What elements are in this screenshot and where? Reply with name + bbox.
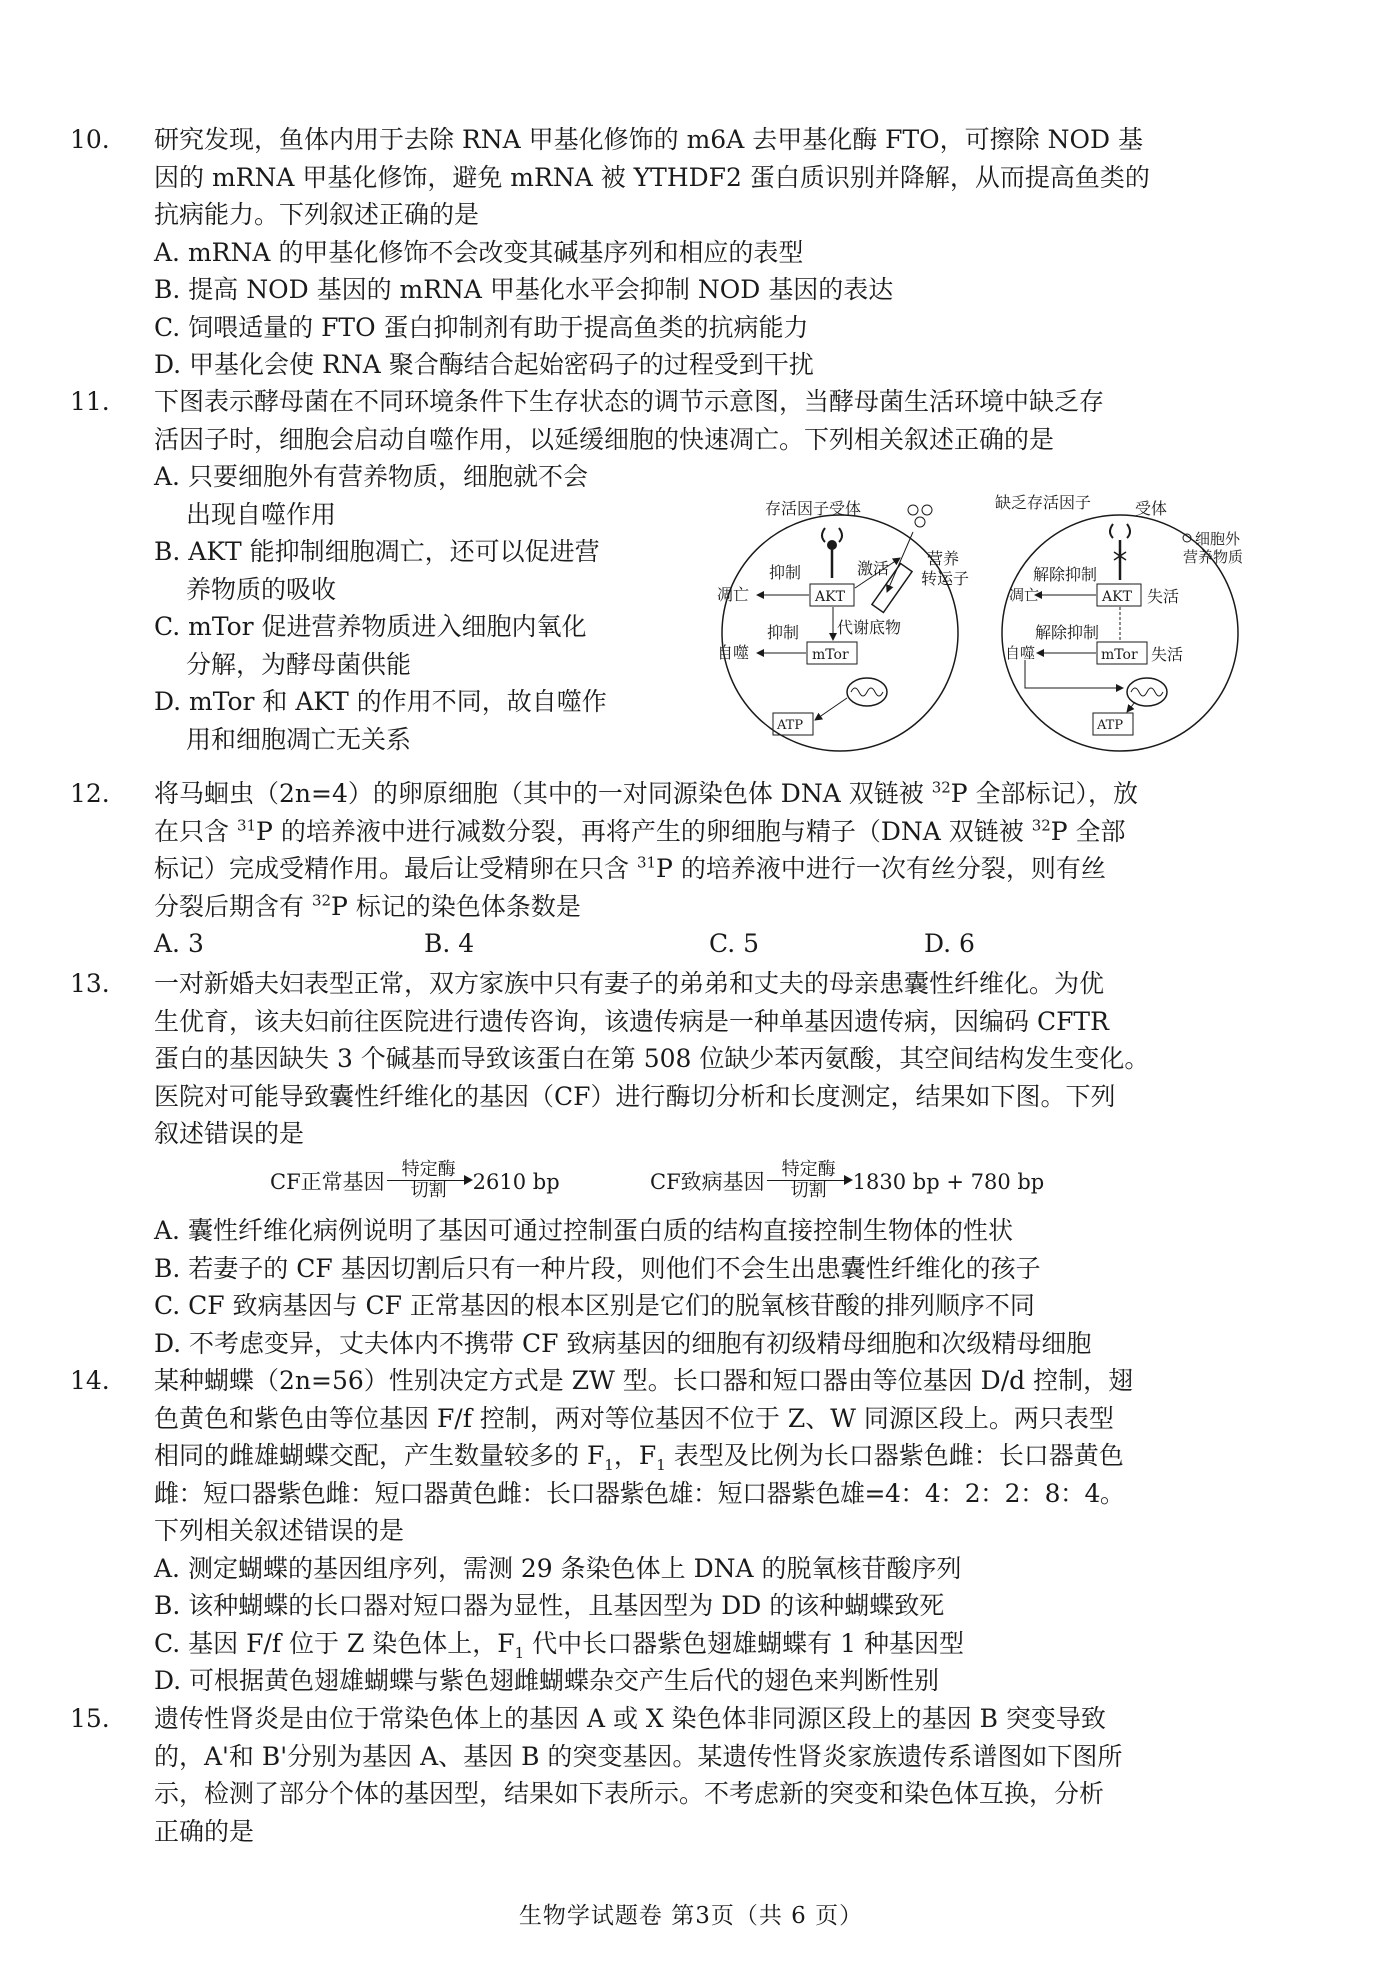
q11-stem: 11. 下图表示酵母菌在不同环境条件下生存状态的调节示意图，当酵母菌生活环境中缺乏存 活因子时，细胞会启动自噬作用，以延缓细胞的快速凋亡。下列相关叙述正确的是 — [70, 387, 1105, 454]
q13-option-b: B. 若妻子的 CF 基因切割后只有一种片段，则他们不会生出患囊性纤维化的孩子 — [154, 1253, 1041, 1283]
left-akt-label: AKT — [815, 589, 845, 605]
right-apoptosis: 凋亡 — [1009, 586, 1040, 604]
cf-normal-cut: CF正常基因 特定酶 切割 2610 bp — [270, 1159, 560, 1201]
question-10 — [70, 121, 1272, 384]
left-receptor-label: 存活因子受体 — [765, 499, 862, 518]
right-mitochondrion-icon — [1127, 678, 1167, 706]
enzyme-arrow: 特定酶 切割 — [387, 1160, 471, 1201]
q13-enzyme-figure — [270, 1159, 1170, 1202]
left-apoptosis: 凋亡 — [717, 585, 750, 604]
question-13-options — [112, 1212, 1272, 1362]
q12-option-b: B. 4 — [424, 929, 475, 958]
q14-option-b: B. 该种蝴蝶的长口器对短口器为显性，且基因型为 DD 的该种蝴蝶致死 — [154, 1591, 945, 1620]
left-metabolite: 代谢底物 — [837, 618, 902, 637]
q14-option-c: C. 基因 F/f 位于 Z 染色体上，$F_1$ 代中长口器紫色翅雄蝴蝶有 1 种基因型 — [154, 1628, 964, 1662]
left-mitochondrion-icon — [847, 678, 887, 706]
right-lack-label: 缺乏存活因子 — [995, 493, 1092, 512]
right-extra-2: 营养物质 — [1183, 548, 1244, 566]
q10-option-d: D. 甲基化会使 RNA 聚合酶结合起始密码子的过程受到干扰 — [154, 350, 814, 379]
q12-option-a: A. 3 — [154, 929, 204, 958]
question-12 — [70, 775, 1272, 963]
q11-option-b: B. AKT 能抑制细胞凋亡，还可以促进营 养物质的吸收 — [154, 537, 600, 604]
left-atp-label: ATP — [777, 718, 804, 733]
right-release-1: 解除抑制 — [1033, 565, 1098, 584]
left-receptor-icon — [822, 528, 842, 578]
question-13 — [70, 965, 1272, 1153]
q12-option-d: D. 6 — [924, 929, 975, 958]
q11-option-d: D. mTor 和 AKT 的作用不同，故自噬作 用和细胞凋亡无关系 — [154, 687, 607, 754]
left-inhibit-1: 抑制 — [769, 563, 802, 582]
question-15 — [70, 1700, 1272, 1850]
q11-regulation-diagram — [695, 488, 1275, 758]
right-extra-1: 细胞外 — [1195, 530, 1241, 548]
left-nutrient-dots — [908, 505, 932, 527]
left-nutrient-1: 营养 — [927, 549, 960, 568]
q10-option-b: B. 提高 NOD 基因的 mRNA 甲基化水平会抑制 NOD 基因的表达 — [154, 275, 894, 304]
q10-option-c: C. 饲喂适量的 FTO 蛋白抑制剂有助于提高鱼类的抗病能力 — [154, 312, 809, 342]
left-activate: 激活 — [857, 559, 890, 578]
question-14 — [70, 1362, 1272, 1700]
right-autophagy: 自噬 — [1005, 644, 1036, 662]
right-mtor-label: mTor — [1101, 647, 1138, 663]
right-inactive-2: 失活 — [1151, 645, 1184, 664]
q13-option-a: A. 囊性纤维化病例说明了基因可通过控制蛋白质的结构直接控制生物体的性状 — [154, 1216, 1013, 1245]
left-inhibit-2: 抑制 — [767, 623, 800, 642]
left-autophagy: 自噬 — [717, 643, 750, 662]
right-receptor-icon — [1110, 524, 1130, 580]
q14-option-a: A. 测定蝴蝶的基因组序列，需测 29 条染色体上 DNA 的脱氧核苷酸序列 — [154, 1553, 962, 1583]
q15-stem: 15. 遗传性肾炎是由位于常染色体上的基因 A 或 X 染色体非同源区段上的基因 B 突变导致 的，A'和 B'分别为基因 A、基因 B 的突变基因。某遗传性肾炎家族遗传系谱图如下图所 示，检测了部分个体的基因型，结果如下表所示。不考虑新的突变和染色体互换，分析 正确的是 — [70, 1704, 1123, 1846]
q14-stem: 14. 某种蝴蝶（2n=56）性别决定方式是 ZW 型。长口器和短口器由等位基因 D/d 控制，翅 色黄色和紫色由等位基因 F/f 控制，两对等位基因不位于 Z、W 同源区段上。两只表型 相同的雌雄蝴蝶交配，产生数量较多的 $F_1$，$F_1$ 表型及比例为长口器紫色雌：长口器黄色 雌：短口器紫色雌：短口器黄色雌：长口器紫色雄：短口器紫色雄=4：4：2：2：8：4。 下列相关叙述错误的是 — [70, 1366, 1134, 1545]
q13-option-d: D. 不考虑变异，丈夫体内不携带 CF 致病基因的细胞有初级精母细胞和次级精母细胞 — [154, 1328, 1092, 1358]
right-akt-label: AKT — [1102, 589, 1132, 605]
left-mtor-label: mTor — [812, 647, 849, 663]
right-atp-label: ATP — [1097, 718, 1124, 733]
q11-option-c: C. mTor 促进营养物质进入细胞内氧化 分解，为酵母菌供能 — [154, 612, 587, 679]
q14-option-d: D. 可根据黄色翅雄蝴蝶与紫色翅雌蝴蝶杂交产生后代的翅色来判断性别 — [154, 1666, 940, 1695]
right-inactive-1: 失活 — [1147, 587, 1180, 606]
right-receptor-label: 受体 — [1135, 499, 1168, 518]
right-cell-diagram — [995, 493, 1243, 751]
page-footer: 生物学试题卷 第3页（共 6 页） — [518, 1903, 864, 1929]
enzyme-arrow: 特定酶 切割 — [767, 1160, 851, 1201]
q12-option-c: C. 5 — [709, 929, 760, 958]
q13-stem: 13. 一对新婚夫妇表型正常，双方家族中只有妻子的弟弟和丈夫的母亲患囊性纤维化。为优 生优育，该夫妇前往医院进行遗传咨询，该遗传病是一种单基因遗传病，因编码 CFTR 蛋白的基因缺失 3 个碱基而导致该蛋白在第 508 位缺少苯丙氨酸，其空间结构发生变化。 医院对可能导致囊性纤维化的基因（CF）进行酶切分析和长度测定，结果如下图。下列 叙述错误的是 — [70, 969, 1150, 1148]
q13-option-c: C. CF 致病基因与 CF 正常基因的根本区别是它们的脱氧核苷酸的排列顺序不同 — [154, 1291, 1035, 1320]
right-release-2: 解除抑制 — [1035, 623, 1100, 642]
q10-option-a: A. mRNA 的甲基化修饰不会改变其碱基序列和相应的表型 — [154, 237, 804, 267]
q10-stem: 10. 研究发现，鱼体内用于去除 RNA 甲基化修饰的 m6A 去甲基化酶 FTO，可擦除 NOD 基 因的 mRNA 甲基化修饰，避免 mRNA 被 YTHDF2 蛋白质识别并降解，从而提高鱼类的 抗病能力。下列叙述正确的是 — [70, 125, 1150, 229]
q12-options — [112, 925, 1272, 963]
left-cell-diagram — [717, 499, 969, 751]
left-nutrient-2: 转运子 — [921, 569, 970, 588]
q11-option-a: A. 只要细胞外有营养物质，细胞就不会 出现自噬作用 — [154, 462, 588, 529]
cf-disease-cut: CF致病基因 特定酶 切割 1830 bp + 780 bp — [650, 1159, 1045, 1201]
q12-stem: 12. 将马蛔虫（2n=4）的卵原细胞（其中的一对同源染色体 DNA 双链被 $^{32}$P 全部标记），放 在只含 $^{31}$P 的培养液中进行减数分裂，再将产生的卵细胞与精子（DNA 双链被 $^{32}$P 全部 标记）完成受精作用。最后让受精卵在只含 $^{31}$P 的培养液中进行一次有丝分裂，则有丝 分裂后期含有 $^{32}$P 标记的染色体条数是 — [70, 778, 1139, 921]
